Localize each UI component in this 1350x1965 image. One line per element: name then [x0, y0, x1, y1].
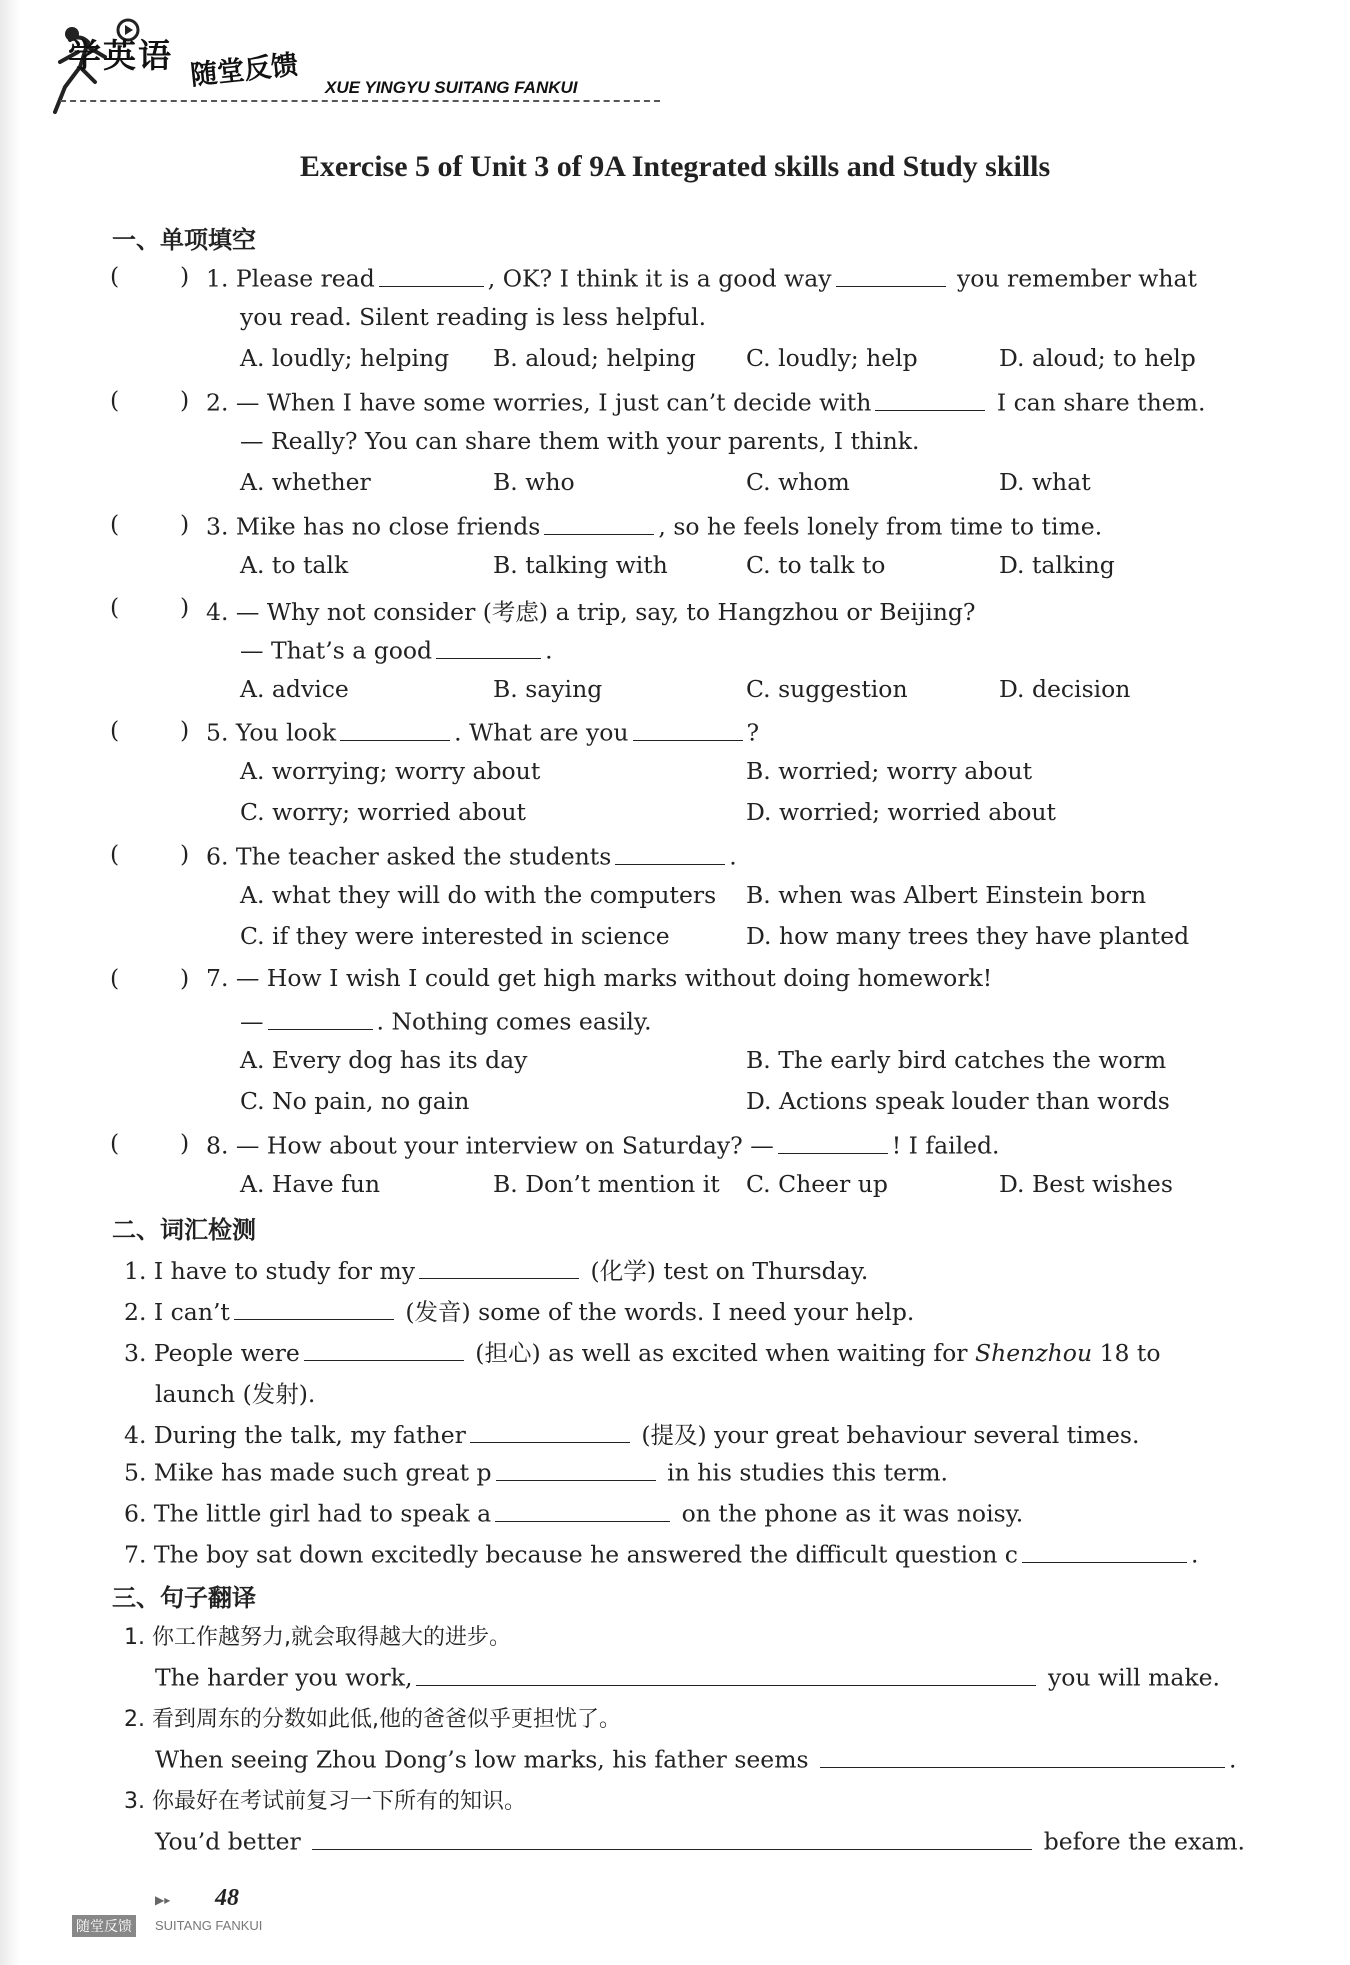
answer-line[interactable]: [312, 1825, 1032, 1850]
mc-q4-option-d[interactable]: D. decision: [999, 675, 1131, 703]
header-en-subtitle: XUE YINGYU SUITANG FANKUI: [325, 78, 578, 97]
mc-q6-option-a[interactable]: A. what they will do with the computers: [240, 881, 717, 909]
mc-q8-option-b[interactable]: B. Don’t mention it: [493, 1170, 720, 1198]
answer-line[interactable]: [416, 1661, 1036, 1686]
answer-blank[interactable]: [633, 716, 743, 741]
mc-q4-line2: — That’s a good .: [240, 634, 553, 665]
mc-q1-option-a[interactable]: A. loudly; helping: [240, 344, 450, 372]
answer-paren-open: (: [110, 840, 120, 868]
page-edge-shadow: [0, 0, 20, 1965]
answer-blank[interactable]: [544, 510, 654, 535]
vocab-item-3: 3. People were (担心) as well as excited when waiting for Shenzhou 18 to: [124, 1334, 1161, 1368]
mc-q2-option-a[interactable]: A. whether: [240, 468, 371, 496]
vocab-item-4: 4. During the talk, my father (提及) your great behaviour several times.: [124, 1416, 1139, 1450]
mc-q5-option-c[interactable]: C. worry; worried about: [240, 798, 526, 826]
page-title: Exercise 5 of Unit 3 of 9A Integrated skills and Study skills: [299, 150, 1051, 183]
answer-paren-close: ): [180, 262, 190, 290]
answer-line[interactable]: [820, 1743, 1225, 1768]
answer-blank[interactable]: [234, 1296, 394, 1321]
mc-q7-option-d[interactable]: D. Actions speak louder than words: [746, 1087, 1170, 1115]
mc-q5-option-d[interactable]: D. worried; worried about: [746, 798, 1056, 826]
translation-item-3-cn: 3. 你最好在考试前复习一下所有的知识。: [124, 1789, 526, 1814]
translation-item-3-en: You’d better before the exam.: [155, 1825, 1245, 1856]
vocab-item-7: 7. The boy sat down excitedly because he answered the difficult question c .: [124, 1538, 1198, 1569]
answer-paren-close: ): [180, 964, 190, 992]
mc-q5-option-b[interactable]: B. worried; worry about: [746, 757, 1033, 785]
mc-q8-option-a[interactable]: A. Have fun: [240, 1170, 381, 1198]
mc-q1-line1: 1. Please read , OK? I think it is a good way you remember what: [206, 262, 1197, 293]
vocab-item-2: 2. I can’t (发音) some of the words. I need your help.: [124, 1293, 914, 1327]
mc-q8-option-d[interactable]: D. Best wishes: [999, 1170, 1173, 1198]
answer-paren-close: ): [180, 840, 190, 868]
section-heading-vocab: 二、词汇检测: [112, 1216, 256, 1244]
vocab-item-5: 5. Mike has made such great p in his studies this term.: [124, 1456, 948, 1487]
mc-q2-option-b[interactable]: B. who: [493, 468, 575, 496]
vocab-item-3-cont: launch (发射).: [155, 1380, 316, 1408]
mc-q5-option-a[interactable]: A. worrying; worry about: [240, 757, 541, 785]
answer-paren-open: (: [110, 262, 120, 290]
answer-paren-close: ): [180, 386, 190, 414]
header-divider: [60, 100, 660, 102]
mc-q7-line2: — . Nothing comes easily.: [240, 1005, 652, 1036]
footer-subtitle: SUITANG FANKUI: [155, 1918, 263, 1933]
mc-q2-line2: — Really? You can share them with your parents, I think.: [240, 427, 920, 455]
mc-q6-line1: 6. The teacher asked the students .: [206, 840, 737, 871]
answer-blank[interactable]: [419, 1255, 579, 1280]
answer-blank[interactable]: [340, 716, 450, 741]
answer-paren-close: ): [180, 1129, 190, 1157]
mc-q3-line1: 3. Mike has no close friends , so he feels lonely from time to time.: [206, 510, 1102, 541]
mc-q6-option-b[interactable]: B. when was Albert Einstein born: [746, 881, 1147, 909]
answer-paren-open: (: [110, 1129, 120, 1157]
answer-blank[interactable]: [1022, 1538, 1187, 1563]
header-cn-title: 学英语: [68, 36, 173, 75]
vocab-item-6: 6. The little girl had to speak a on the phone as it was noisy.: [124, 1497, 1023, 1528]
translation-item-2-en: When seeing Zhou Dong’s low marks, his father seems .: [155, 1743, 1237, 1774]
vocab-item-1: 1. I have to study for my (化学) test on Thursday.: [124, 1252, 868, 1286]
mc-q2-option-d[interactable]: D. what: [999, 468, 1091, 496]
answer-paren-open: (: [110, 593, 120, 621]
play-arrows-icon: ▶▸: [155, 1893, 171, 1907]
page-number: 48: [215, 1885, 239, 1911]
answer-blank[interactable]: [615, 840, 725, 865]
mc-q4-option-a[interactable]: A. advice: [240, 675, 349, 703]
mc-q5-line1: 5. You look . What are you ?: [206, 716, 759, 747]
mc-q7-option-b[interactable]: B. The early bird catches the worm: [746, 1046, 1167, 1074]
section-heading-mc: 一、单项填空: [112, 226, 256, 254]
answer-blank[interactable]: [379, 262, 484, 287]
mc-q3-option-c[interactable]: C. to talk to: [746, 551, 886, 579]
answer-paren-close: ): [180, 510, 190, 538]
translation-item-1-en: The harder you work, you will make.: [155, 1661, 1220, 1692]
answer-blank[interactable]: [304, 1337, 464, 1362]
mc-q6-option-c[interactable]: C. if they were interested in science: [240, 922, 670, 950]
answer-blank[interactable]: [470, 1419, 630, 1444]
answer-paren-open: (: [110, 386, 120, 414]
answer-blank[interactable]: [875, 386, 985, 411]
header-cn-subtitle: 随堂反馈: [188, 49, 300, 92]
mc-q7-option-c[interactable]: C. No pain, no gain: [240, 1087, 470, 1115]
mc-q1-option-d[interactable]: D. aloud; to help: [999, 344, 1196, 372]
mc-q4-line1: 4. — Why not consider (考虑) a trip, say, to Hangzhou or Beijing?: [206, 598, 976, 626]
mc-q4-option-c[interactable]: C. suggestion: [746, 675, 908, 703]
mc-q3-option-d[interactable]: D. talking: [999, 551, 1115, 579]
section-heading-translation: 三、句子翻译: [112, 1584, 256, 1612]
mc-q1-option-b[interactable]: B. aloud; helping: [493, 344, 696, 372]
mc-q3-option-b[interactable]: B. talking with: [493, 551, 668, 579]
answer-blank[interactable]: [778, 1129, 888, 1154]
translation-item-2-cn: 2. 看到周东的分数如此低,他的爸爸似乎更担忧了。: [124, 1707, 621, 1732]
answer-paren-close: ): [180, 716, 190, 744]
mc-q1-line2: you read. Silent reading is less helpful.: [240, 303, 707, 331]
translation-item-1-cn: 1. 你工作越努力,就会取得越大的进步。: [124, 1625, 511, 1650]
mc-q2-option-c[interactable]: C. whom: [746, 468, 850, 496]
mc-q6-option-d[interactable]: D. how many trees they have planted: [746, 922, 1190, 950]
footer-badge: 随堂反馈: [72, 1915, 136, 1937]
answer-paren-open: (: [110, 716, 120, 744]
mc-q2-line1: 2. — When I have some worries, I just can’t decide with I can share them.: [206, 386, 1205, 417]
mc-q3-option-a[interactable]: A. to talk: [240, 551, 349, 579]
answer-blank[interactable]: [436, 634, 541, 659]
mc-q7-line1: 7. — How I wish I could get high marks without doing homework!: [206, 964, 993, 992]
answer-paren-open: (: [110, 510, 120, 538]
answer-blank[interactable]: [495, 1497, 670, 1522]
answer-blank[interactable]: [268, 1005, 373, 1030]
answer-blank[interactable]: [496, 1456, 656, 1481]
mc-q4-option-b[interactable]: B. saying: [493, 675, 603, 703]
mc-q1-option-c[interactable]: C. loudly; help: [746, 344, 918, 372]
answer-blank[interactable]: [836, 262, 946, 287]
answer-paren-close: ): [180, 593, 190, 621]
answer-paren-open: (: [110, 964, 120, 992]
mc-q8-option-c[interactable]: C. Cheer up: [746, 1170, 888, 1198]
mc-q7-option-a[interactable]: A. Every dog has its day: [240, 1046, 528, 1074]
mc-q8-line1: 8. — How about your interview on Saturday? — ! I failed.: [206, 1129, 1000, 1160]
